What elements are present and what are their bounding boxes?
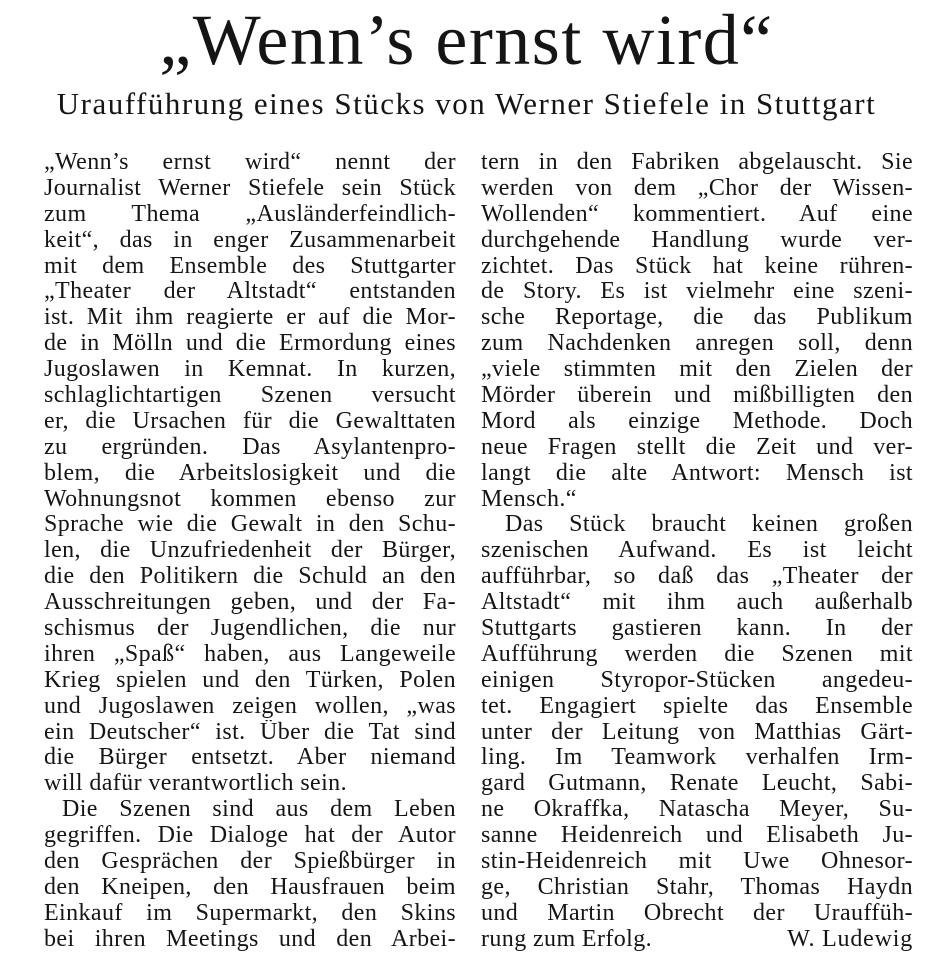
article-line: Wohnungsnot kommen ebenso zur [44,486,456,512]
article-line: Sprache wie die Gewalt in den Schu- [44,512,456,538]
article-line: blem, die Arbeitslosigkeit und die [44,460,456,486]
article-column-left [44,150,456,953]
article-line: er, die Ursachen für die Gewalttaten [44,408,456,434]
article-line: Jugoslawen in Kemnat. In kurzen, [44,357,456,383]
article-line: Aufführung werden die Szenen mit [481,641,913,667]
article-line: „viele stimmten mit den Zielen der [481,357,913,383]
article-line: Die Szenen sind aus dem Leben [62,797,456,823]
article-line: zu ergründen. Das Asylantenpro- [44,434,456,460]
article-line: Mörder überein und mißbilligten den [481,383,913,409]
article-line: Mord als einzige Methode. Doch [481,408,913,434]
article-line: unter der Leitung von Matthias Gärt- [481,719,913,745]
article-line: stin-Heidenreich mit Uwe Ohnesor- [481,849,913,875]
article-line: de Story. Es ist vielmehr eine szeni- [481,279,913,305]
article-line: die Bürger entsetzt. Aber niemand [44,745,456,771]
article-line: zum Nachdenken anregen soll, denn [481,331,913,357]
article-line: Einkauf im Supermarkt, den Skins [44,900,456,926]
article-line: Krieg spielen und den Türken, Polen [44,667,456,693]
article-line: will dafür verantwortlich sein. [44,771,347,797]
article-line: sche Reportage, die das Publikum [481,305,913,331]
article-line: und Martin Obrecht der Urauffüh- [481,900,913,926]
author-byline: W. Ludewig [787,926,913,952]
article-line: Journalist Werner Stiefele sein Stück [44,175,456,201]
article-line: tet. Engagiert spielte das Ensemble [481,693,913,719]
article-line: einigen Styropor-Stücken angedeu- [481,667,913,693]
article-line: ihren „Spaß“ haben, aus Langeweile [44,641,456,667]
article-line: schismus der Jugendlichen, die nur [44,616,456,642]
article-line: keit“, das in enger Zusammenarbeit [44,227,456,253]
subheadline: Uraufführung eines Stücks von Werner Stiefele in Stuttgart [56,86,877,121]
article-line: len, die Unzufriedenheit der Bürger, [44,538,456,564]
article-line: bei ihren Meetings und den Arbei- [44,926,456,952]
article-line: ein Deutscher“ ist. Über die Tat sind [44,719,456,745]
article-line: Mensch.“ [481,486,577,512]
article-line: tern in den Fabriken abgelauscht. Sie [481,150,913,175]
article-line: den Kneipen, den Hausfrauen beim [44,874,456,900]
article-line: die den Politikern die Schuld an den [44,564,456,590]
article-line: Altstadt“ mit ihm auch außerhalb [481,590,913,616]
article-line: de in Mölln und die Ermordung eines [44,331,456,357]
article-line: ling. Im Teamwork verhalfen Irm- [481,745,913,771]
article-line: gegriffen. Die Dialoge hat der Autor [44,823,456,849]
article-paragraph [481,150,913,512]
article-line: Ausschreitungen geben, und der Fa- [44,590,456,616]
article-line: aufführbar, so daß das „Theater der [481,564,913,590]
article-line: zichtet. Das Stück hat keine rühren- [481,253,913,279]
article-line: ne Okraffka, Natascha Meyer, Su- [481,797,913,823]
article-line: „Wenn’s ernst wird“ nennt der [44,150,456,175]
article-line: Wollenden“ kommentiert. Auf eine [481,201,913,227]
article-paragraph [481,512,913,952]
article-line [481,927,913,953]
article-line: Stuttgarts gastieren kann. In der [481,616,913,642]
article-line: werden von dem „Chor der Wissen- [481,175,913,201]
article-line: langt die alte Antwort: Mensch ist [481,460,913,486]
headline: „Wenn’s ernst wird“ [159,0,774,80]
article-line-text: rung zum Erfolg. [481,926,653,952]
article-line: Das Stück braucht keinen großen [505,512,913,538]
article-line: sanne Heidenreich und Elisabeth Ju- [481,823,913,849]
article-line: gard Gutmann, Renate Leucht, Sabi- [481,771,913,797]
article-line: und Jugoslawen zeigen wollen, „was [44,693,456,719]
article-line: neue Fragen stellt die Zeit und ver- [481,434,913,460]
article-line: durchgehende Handlung wurde ver- [481,227,913,253]
article-paragraph [44,150,456,797]
article-line: mit dem Ensemble des Stuttgarter [44,253,456,279]
article-line: ist. Mit ihm reagierte er auf die Mor- [44,305,456,331]
article-paragraph [44,797,456,952]
article-line: den Gesprächen der Spießbürger in [44,849,456,875]
article-line: ge, Christian Stahr, Thomas Haydn [481,874,913,900]
article-line: szenischen Aufwand. Es ist leicht [481,538,913,564]
article-line: „Theater der Altstadt“ entstanden [44,279,456,305]
article-column-right [481,150,913,953]
article-line: schlaglichtartigen Szenen versucht [44,383,456,409]
article-line: zum Thema „Ausländerfeindlich- [44,201,456,227]
